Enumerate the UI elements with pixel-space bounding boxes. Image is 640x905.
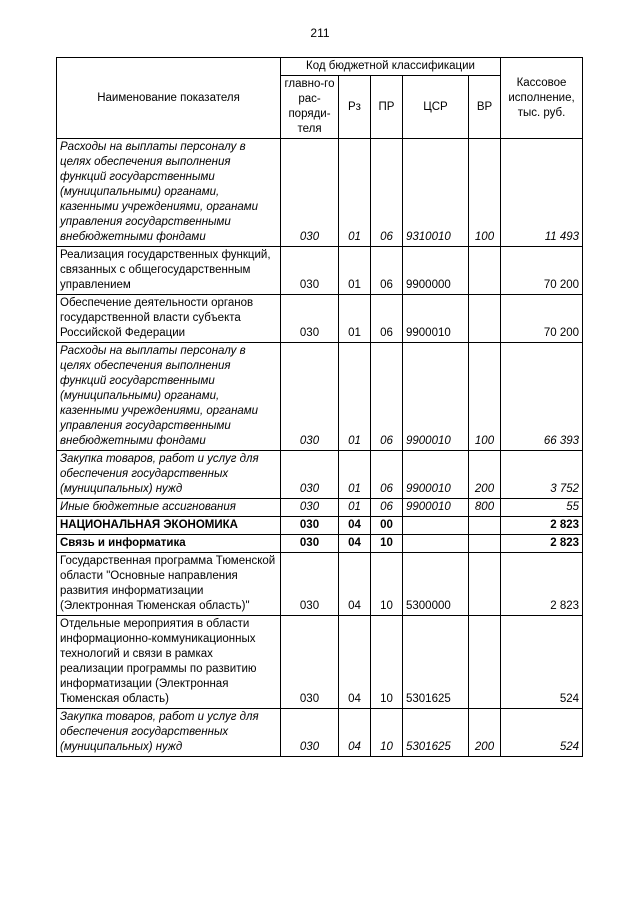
- cell-csr: 9900000: [403, 247, 469, 295]
- cell-name: Закупка товаров, работ и услуг для обеспечения государственных (муниципальных) нужд: [57, 709, 281, 757]
- table-body: [57, 139, 583, 757]
- header-pr: ПР: [371, 76, 403, 139]
- cell-gr: 030: [281, 139, 339, 247]
- cell-name: Расходы на выплаты персоналу в целях обеспечения выполнения функций государственными (муниципальными) органами, казенными учреждениями, органами управления государственными внебюджетными фондами: [57, 343, 281, 451]
- cell-rz: 01: [339, 139, 371, 247]
- cell-vr: 800: [469, 499, 501, 517]
- table-row: [57, 295, 583, 343]
- cell-vr: [469, 295, 501, 343]
- table-row: [57, 517, 583, 535]
- cell-vr: 100: [469, 139, 501, 247]
- cell-gr: 030: [281, 295, 339, 343]
- cell-pr: 10: [371, 709, 403, 757]
- cell-pr: 06: [371, 343, 403, 451]
- cell-pr: 06: [371, 139, 403, 247]
- header-gr: главно-го рас-поряди-теля: [281, 76, 339, 139]
- cell-csr: 5301625: [403, 616, 469, 709]
- table-row: [57, 139, 583, 247]
- cell-gr: 030: [281, 535, 339, 553]
- cell-csr: 5301625: [403, 709, 469, 757]
- table-row: [57, 709, 583, 757]
- cell-rz: 01: [339, 247, 371, 295]
- cell-amount: 524: [501, 709, 583, 757]
- cell-amount: 524: [501, 616, 583, 709]
- cell-name: Расходы на выплаты персоналу в целях обеспечения выполнения функций государственными (муниципальными) органами, казенными учреждениями, органами управления государственными внебюджетными фондами: [57, 139, 281, 247]
- cell-name: Закупка товаров, работ и услуг для обеспечения государственных (муниципальных) нужд: [57, 451, 281, 499]
- cell-gr: 030: [281, 247, 339, 295]
- cell-rz: 04: [339, 535, 371, 553]
- cell-pr: 10: [371, 553, 403, 616]
- cell-name: Обеспечение деятельности органов государственной власти субъекта Российской Федерации: [57, 295, 281, 343]
- cell-rz: 01: [339, 499, 371, 517]
- table-row: [57, 535, 583, 553]
- cell-csr: 9900010: [403, 295, 469, 343]
- cell-amount: 66 393: [501, 343, 583, 451]
- table-row: [57, 451, 583, 499]
- cell-gr: 030: [281, 616, 339, 709]
- cell-vr: [469, 517, 501, 535]
- cell-gr: 030: [281, 553, 339, 616]
- cell-amount: 3 752: [501, 451, 583, 499]
- cell-gr: 030: [281, 451, 339, 499]
- cell-pr: 10: [371, 535, 403, 553]
- cell-gr: 030: [281, 499, 339, 517]
- cell-vr: 200: [469, 709, 501, 757]
- cell-pr: 06: [371, 451, 403, 499]
- cell-gr: 030: [281, 517, 339, 535]
- cell-csr: 9900010: [403, 499, 469, 517]
- header-vr: ВР: [469, 76, 501, 139]
- cell-vr: 100: [469, 343, 501, 451]
- cell-amount: 70 200: [501, 295, 583, 343]
- table-row: [57, 247, 583, 295]
- cell-amount: 2 823: [501, 517, 583, 535]
- cell-name: Иные бюджетные ассигнования: [57, 499, 281, 517]
- cell-pr: 06: [371, 499, 403, 517]
- header-rz: Рз: [339, 76, 371, 139]
- cell-rz: 04: [339, 709, 371, 757]
- cell-name: НАЦИОНАЛЬНАЯ ЭКОНОМИКА: [57, 517, 281, 535]
- cell-pr: 10: [371, 616, 403, 709]
- cell-amount: 2 823: [501, 535, 583, 553]
- cell-vr: [469, 553, 501, 616]
- cell-gr: 030: [281, 709, 339, 757]
- cell-vr: [469, 247, 501, 295]
- cell-pr: 00: [371, 517, 403, 535]
- cell-csr: 5300000: [403, 553, 469, 616]
- table-row: [57, 553, 583, 616]
- cell-rz: 04: [339, 517, 371, 535]
- cell-vr: [469, 616, 501, 709]
- cell-amount: 2 823: [501, 553, 583, 616]
- cell-csr: 9310010: [403, 139, 469, 247]
- table-row: [57, 616, 583, 709]
- cell-csr: [403, 517, 469, 535]
- cell-rz: 04: [339, 553, 371, 616]
- cell-pr: 06: [371, 295, 403, 343]
- table-row: [57, 499, 583, 517]
- cell-pr: 06: [371, 247, 403, 295]
- cell-vr: [469, 535, 501, 553]
- cell-amount: 55: [501, 499, 583, 517]
- cell-rz: 01: [339, 343, 371, 451]
- cell-rz: 04: [339, 616, 371, 709]
- cell-name: Реализация государственных функций, связанных с общегосударственным управлением: [57, 247, 281, 295]
- cell-csr: 9900010: [403, 451, 469, 499]
- cell-gr: 030: [281, 343, 339, 451]
- table-row: [57, 343, 583, 451]
- header-name: Наименование показателя: [57, 58, 281, 139]
- cell-csr: 9900010: [403, 343, 469, 451]
- page-number: 211: [310, 26, 330, 40]
- header-csr: ЦСР: [403, 76, 469, 139]
- cell-amount: 11 493: [501, 139, 583, 247]
- cell-name: Государственная программа Тюменской области "Основные направления развития информатизации (Электронная Тюменская область)": [57, 553, 281, 616]
- header-code-group: Код бюджетной классификации: [281, 58, 501, 76]
- budget-execution-table: [56, 57, 583, 757]
- cell-rz: 01: [339, 295, 371, 343]
- header-amount: Кассовое исполнение, тыс. руб.: [501, 58, 583, 139]
- cell-csr: [403, 535, 469, 553]
- cell-name: Отдельные мероприятия в области информационно-коммуникационных технологий и связи в рамках реализации программы по развитию информатизации (Электронная Тюменская область): [57, 616, 281, 709]
- cell-amount: 70 200: [501, 247, 583, 295]
- cell-vr: 200: [469, 451, 501, 499]
- cell-rz: 01: [339, 451, 371, 499]
- cell-name: Связь и информатика: [57, 535, 281, 553]
